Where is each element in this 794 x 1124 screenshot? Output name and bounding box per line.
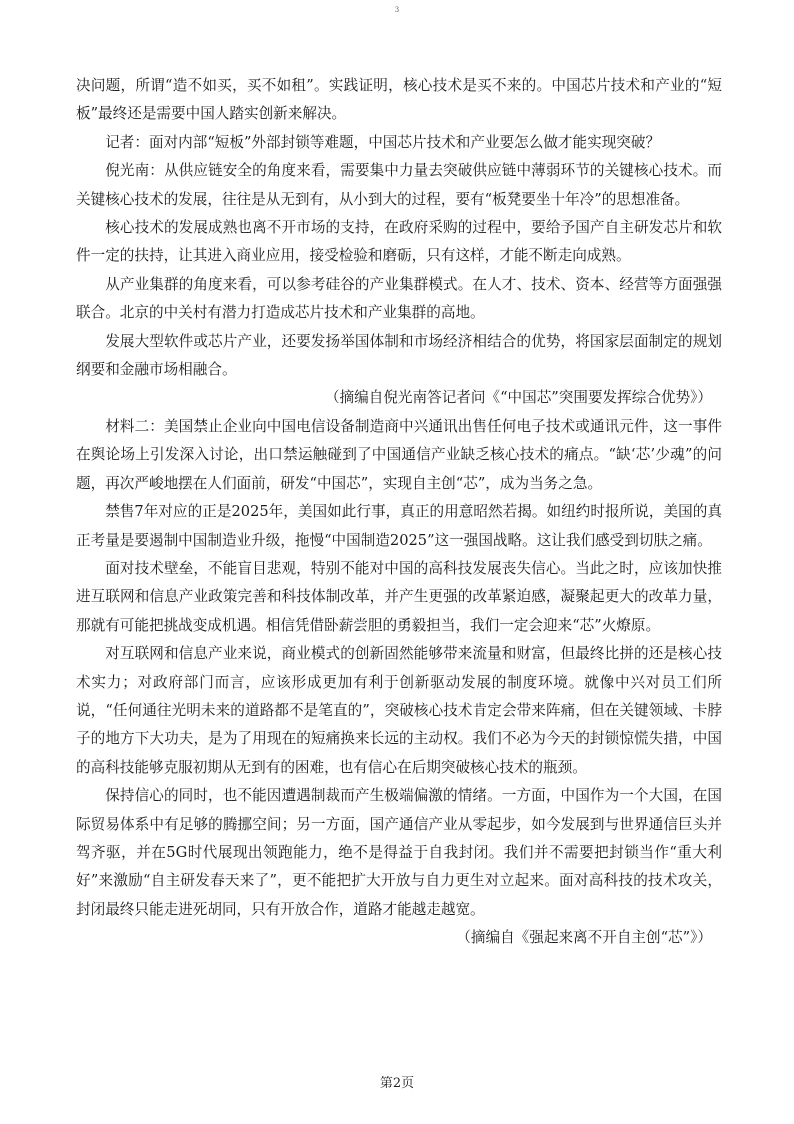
paragraph: 对互联网和信息产业来说，商业模式的创新固然能够带来流量和财富，但最终比拼的还是核心技术实力；对政府部门而言，应该形成更加有利于创新驱动发展的制度环境。就像中兴对员工们所说，“任何通往光明未来的道路都不是笔直的”，突破核心技术肯定会带来阵痛，但在关键领域、卡脖子的地方下大功夫，是为了用现在的短痛换来长远的主动权。我们不必为今天的封锁惊慌失措，中国的高科技能够克服初期从无到有的困难，也有信心在后期突破核心技术的瓶颈。 bbox=[76, 645, 722, 776]
paragraph: 保持信心的同时，也不能因遭遇制裁而产生极端偏激的情绪。一方面，中国作为一个大国，在国际贸易体系中有足够的腾挪空间；另一方面，国产通信产业从零起步，如今发展到与世界通信巨头并驾齐驱，并在5G时代展现出领跑能力，绝不是得益于自我封闭。我们并不需要把封锁当作“重大利好”来激励“自主研发春天来了”，更不能把扩大开放与自力更生对立起来。面对高科技的技术攻关，封闭最终只能走进死胡同，只有开放合作，道路才能越走越宽。 bbox=[76, 787, 722, 918]
paragraph: 发展大型软件或芯片产业，还要发扬举国体制和市场经济相结合的优势，将国家层面制定的规划纲要和金融市场相融合。 bbox=[76, 332, 722, 379]
paragraph: 决问题，所谓“造不如买，买不如租”。实践证明，核心技术是买不来的。中国芯片技术和产业的“短板”最终还是需要中国人踏实创新来解决。 bbox=[76, 77, 722, 123]
paragraph: 倪光南：从供应链安全的角度来看，需要集中力量去突破供应链中薄弱环节的关键核心技术。而关键核心技术的发展，往往是从无到有，从小到大的过程，要有“板凳要坐十年冷”的思想准备。 bbox=[76, 162, 722, 208]
paragraph: 禁售7年对应的正是2025年，美国如此行事，真正的用意昭然若揭。如纽约时报所说，美国的真正考量是要遏制中国制造业升级，拖慢“中国制造2025”这一强国战略。这让我们感受到切肤之痛。 bbox=[76, 503, 722, 549]
page-number-mark: 3 bbox=[394, 6, 400, 14]
paragraph: 从产业集群的角度来看，可以参考硅谷的产业集群模式。在人才、技术、资本、经营等方面强强联合。北京的中关村有潜力打造成芯片技术和产业集群的高地。 bbox=[76, 275, 722, 322]
paragraph: 面对技术壁垒，不能盲目悲观，特别不能对中国的高科技发展丧失信心。当此之时，应该加快推进互联网和信息产业政策完善和科技体制改革，并产生更强的改革紧迫感，凝聚起更大的改革力量，那就有可能把挑战变成机遇。相信凭借卧薪尝胆的勇毅担当，我们一定会迎来“芯”火燎原。 bbox=[76, 559, 722, 634]
paragraph: 材料二：美国禁止企业向中国电信设备制造商中兴通讯出售任何电子技术或通讯元件，这一事件在舆论场上引发深入讨论，出口禁运触碰到了中国通信产业缺乏核心技术的痛点。“缺‘芯’少魂”的问题，再次严峻地摆在人们面前，研发“中国芯”，实现自主创“芯”，成为当务之急。 bbox=[76, 417, 722, 492]
source-citation: （摘编自《强起来离不开自主创“芯”》） bbox=[456, 929, 712, 947]
paragraph: 核心技术的发展成熟也离不开市场的支持，在政府采购的过程中，要给予国产自主研发芯片和软件一定的扶持，让其进入商业应用，接受检验和磨砺，只有这样，才能不断走向成熟。 bbox=[76, 219, 722, 265]
article-body bbox=[76, 72, 722, 953]
paragraph: 记者：面对内部“短板”外部封锁等难题，中国芯片技术和产业要怎么做才能实现突破？ bbox=[105, 133, 661, 151]
page-footer: 第2页 bbox=[379, 1076, 415, 1091]
source-citation: （摘编自倪光南答记者问《“中国芯”突围要发挥综合优势》） bbox=[324, 389, 712, 407]
